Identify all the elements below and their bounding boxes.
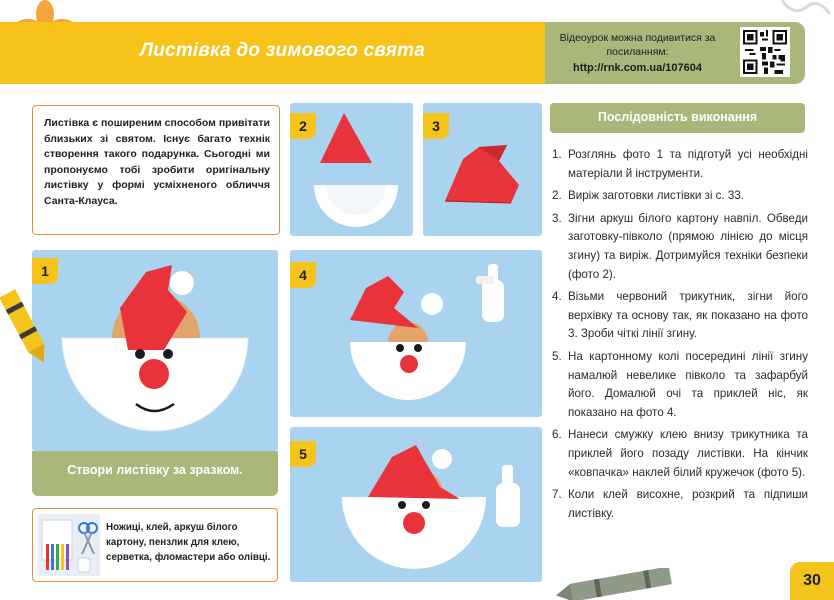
photo-4 [290, 250, 542, 417]
step-item: 4. Візьми червоний трикутник, зігни його верхівку та основу так, як показано на фото 3. Зроби чіткі лінії згину. [552, 290, 808, 341]
santa-face-assembly-icon [290, 250, 542, 417]
caption-text: Створи листівку за зразком. [67, 463, 243, 477]
step-item: 6. Нанеси смужку клею внизу трикутника та приклей його позаду листівки. На кінчик «ковпачка» наклей білий кружечок (фото 5). [552, 428, 808, 479]
yellow-crayon-icon [0, 285, 50, 370]
photo-5 [290, 427, 542, 582]
craft-supplies-icon [38, 514, 100, 576]
video-lesson-note: Відеоурок можна подивитися за посиланням: [559, 32, 716, 58]
step-item: 7. Коли клей висохне, розкрий та підпиши листівку. [552, 488, 808, 520]
materials-text: Ножиці, клей, аркуш білого картону, пензлик для клею, серветка, фломастери або олівці. [106, 522, 271, 563]
step-item: 2. Виріж заготовки листівки зі с. 33. [552, 189, 745, 203]
sequence-title: Послідовність виконання [597, 110, 758, 124]
photo-number-1: 1 [32, 258, 58, 284]
page-title: Листівка до зимового свята [140, 40, 425, 61]
photo-number-4: 4 [290, 262, 316, 288]
step-item: 5. На картонному колі посередині лінії згину намалюй невелике півколо та зафарбуй його. Домалюй очі та приклей ніс, як показано на фото 4. [552, 349, 808, 419]
photo-number-2: 2 [290, 113, 316, 139]
video-lesson-link[interactable]: http://rnk.com.ua/107604 [573, 62, 702, 74]
photo-number-3: 3 [423, 113, 449, 139]
swirl-decoration-icon [774, 0, 834, 20]
santa-card-finished-icon [32, 250, 278, 451]
photo-3 [423, 103, 542, 236]
steps-list [552, 146, 808, 527]
photo-number-5: 5 [290, 441, 316, 467]
step-item: 1. Розглянь фото 1 та підготуй усі необхідні матеріали й інструменти. [552, 148, 808, 180]
gray-crayon-icon [555, 568, 675, 600]
photo-1 [32, 250, 278, 451]
step-item: 3. Зігни аркуш білого картону навпіл. Обведи заготовку-півколо (прямою лінією до місця згину) та виріж. Дотримуйся техніки безпеки (фото 2). [552, 211, 808, 281]
page-number: 30 [790, 562, 834, 600]
photo-2 [290, 103, 413, 236]
intro-text: Листівка є поширеним способом привітати близьких зі святом. Існує багато технік створення такого подарунка. Сьогодні ми пропонуємо тобі зробити оригінальну листівку у формі усміхненого обличчя Санта-Клауса. [44, 117, 270, 207]
qr-code-icon[interactable] [740, 27, 790, 77]
santa-hat-glued-icon [290, 427, 542, 582]
